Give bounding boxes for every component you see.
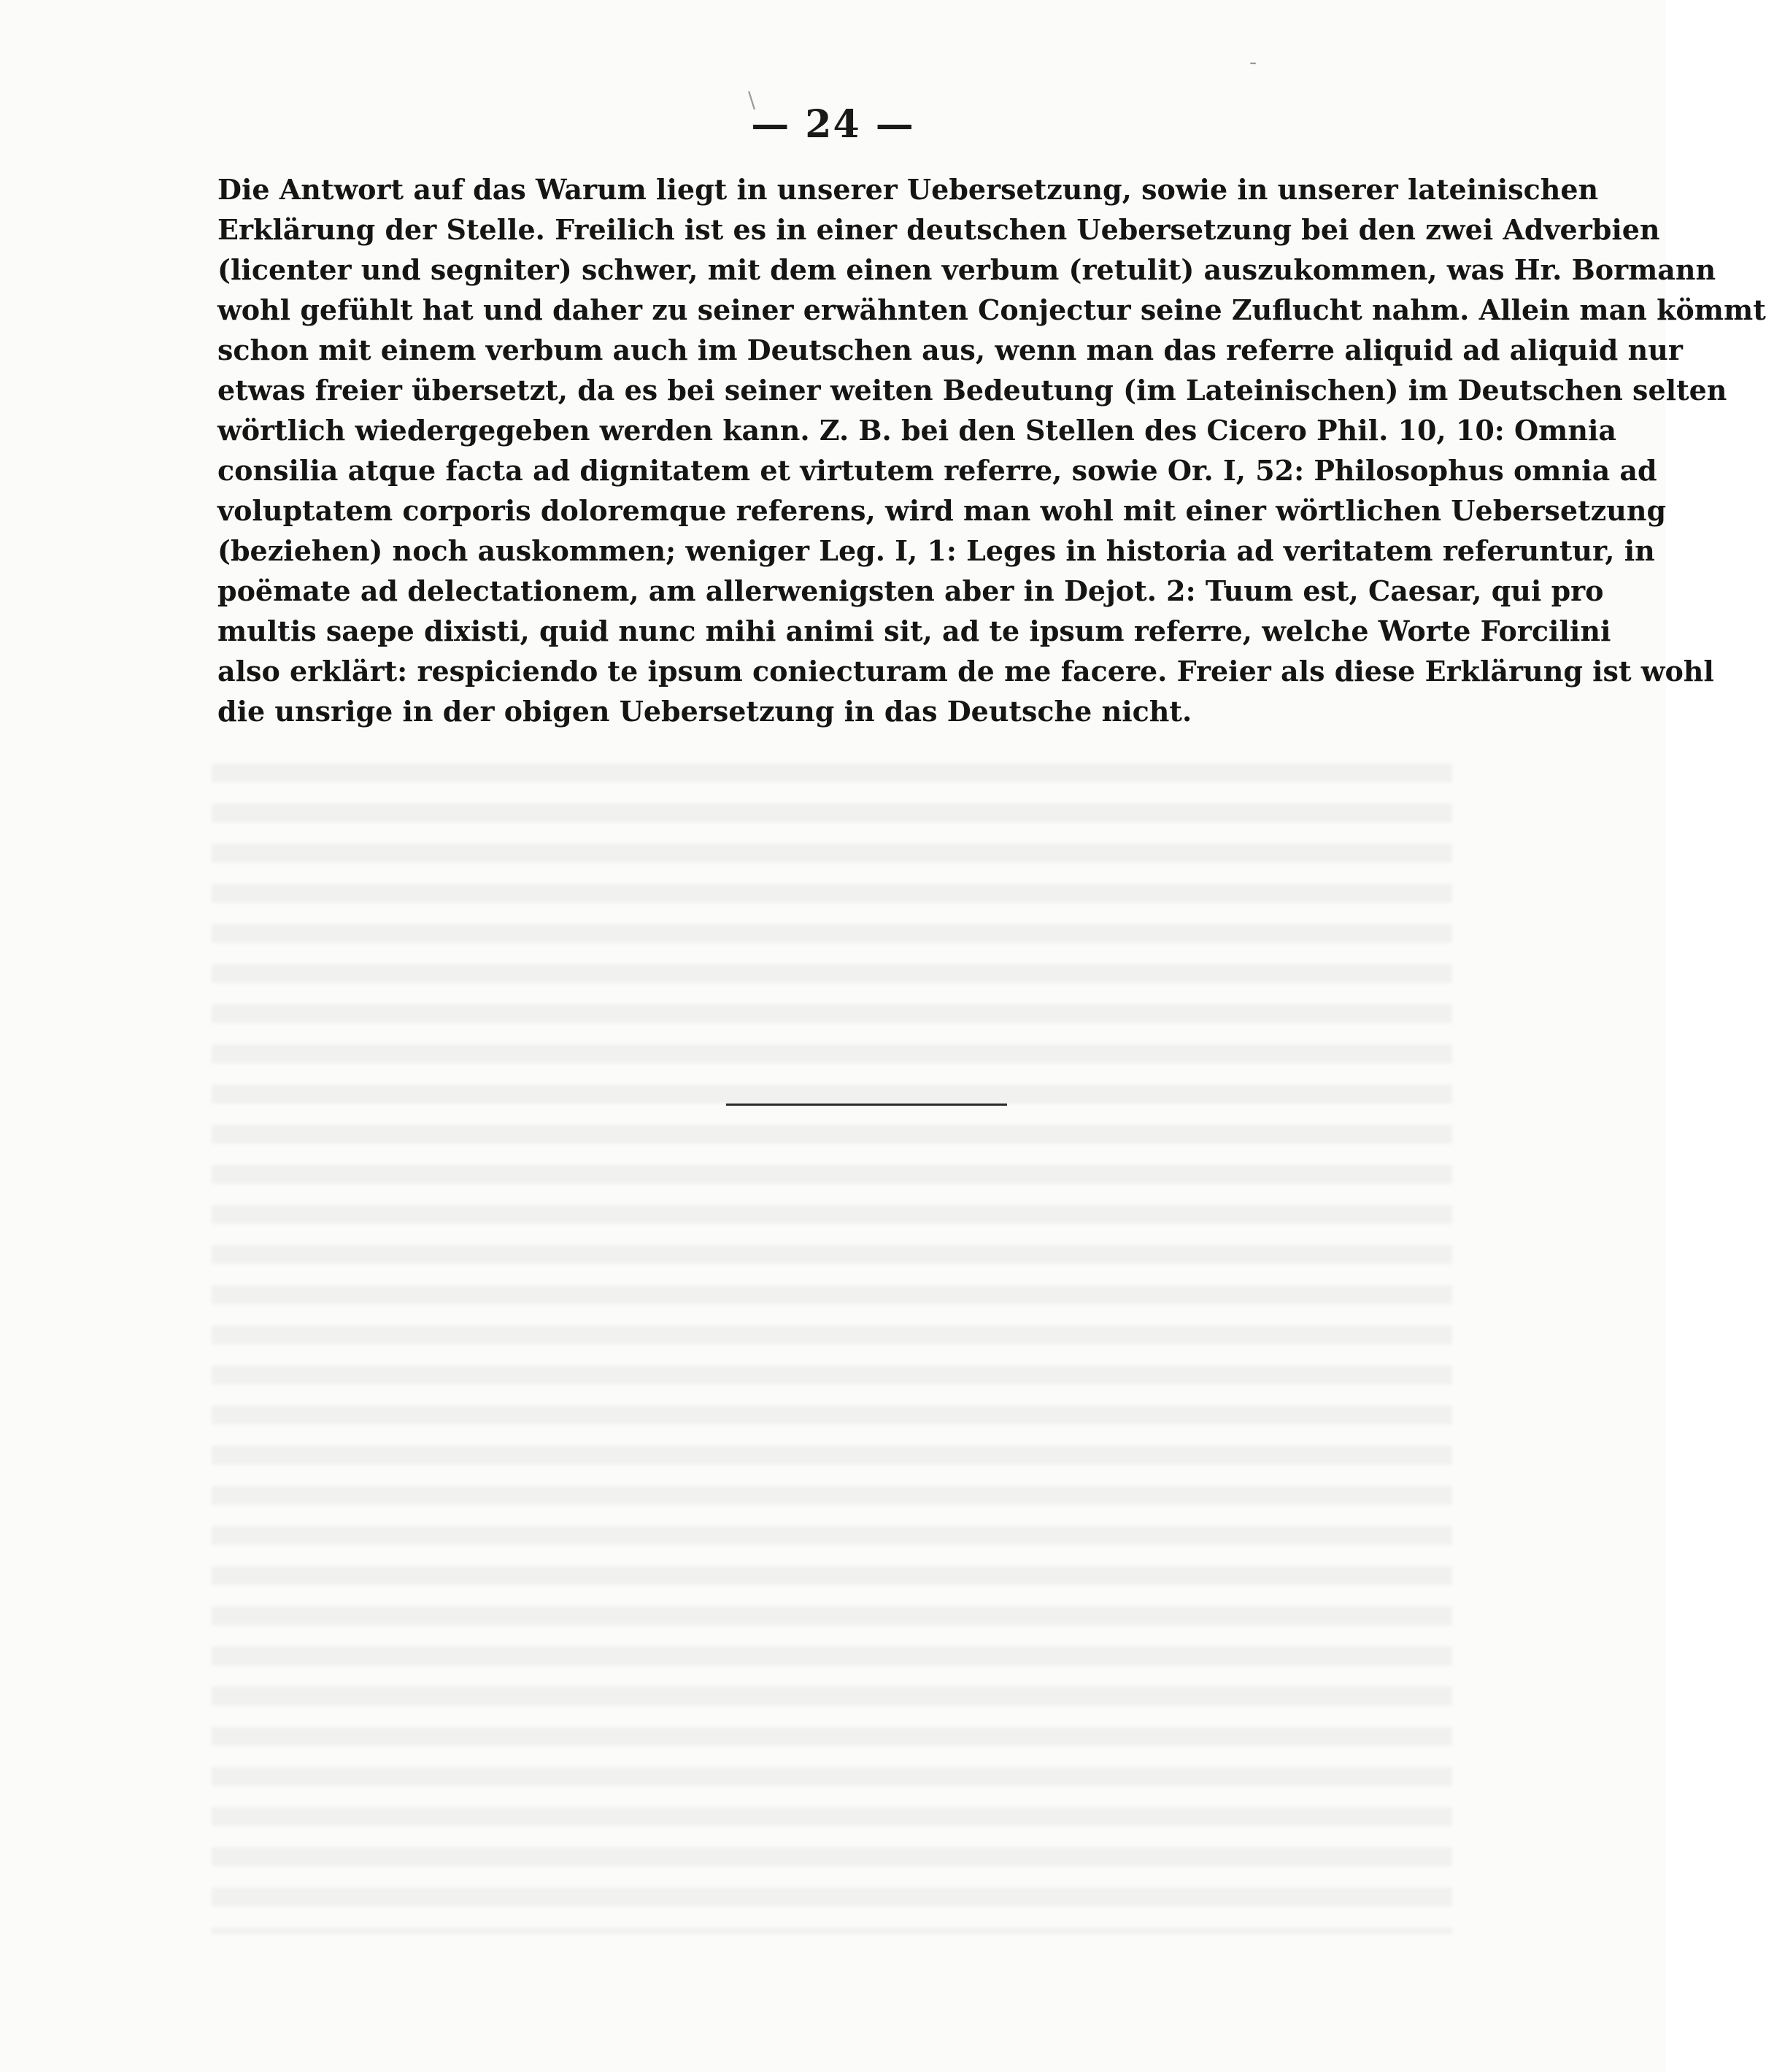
text-line: voluptatem corporis doloremque referens, wird man wohl mit einer wörtlichen Uebersetzung	[217, 494, 1667, 527]
text-line: Erklärung der Stelle. Freilich ist es in einer deutschen Uebersetzung bei den zwei Adverbien	[217, 213, 1660, 246]
text-line: etwas freier übersetzt, da es bei seiner weiten Bedeutung (im Lateinischen) im Deutschen selten	[217, 374, 1727, 407]
text-line: schon mit einem verbum auch im Deutschen aus, wenn man das referre aliquid ad aliquid nur	[217, 334, 1683, 366]
text-line: consilia atque facta ad dignitatem et virtutem referre, sowie Or. I, 52: Philosophus omnia ad	[217, 454, 1657, 487]
body-text	[217, 169, 1766, 731]
margin-speck: -	[1249, 50, 1257, 75]
text-line: (licenter und segniter) schwer, mit dem einen verbum (retulit) auszukommen, was Hr. Bormann	[217, 253, 1716, 286]
text-line: Die Antwort auf das Warum liegt in unserer Uebersetzung, sowie in unserer lateinischen	[217, 173, 1599, 206]
pencil-underline	[726, 1104, 1007, 1106]
text-line: also erklärt: respiciendo te ipsum coniecturam de me facere. Freier als diese Erklärung ist wohl	[217, 655, 1714, 688]
text-line: wohl gefühlt hat und daher zu seiner erwähnten Conjectur seine Zuflucht nahm. Allein man kömmt	[217, 293, 1766, 326]
text-line: die unsrige in der obigen Uebersetzung in das Deutsche nicht.	[217, 695, 1192, 728]
text-line: poëmate ad delectationem, am allerwenigsten aber in Dejot. 2: Tuum est, Caesar, qui pro	[217, 574, 1604, 607]
page-number: — 24 —	[751, 102, 915, 147]
margin-speck: \	[748, 88, 756, 113]
text-line: (beziehen) noch auskommen; weniger Leg. I, 1: Leges in historia ad veritatem referuntur, in	[217, 534, 1655, 567]
reverse-side-bleed-through	[212, 752, 1452, 1934]
text-line: wörtlich wiedergegeben werden kann. Z. B. bei den Stellen des Cicero Phil. 10, 10: Omnia	[217, 414, 1617, 447]
text-line: multis saepe dixisti, quid nunc mihi animi sit, ad te ipsum referre, welche Worte Forcilini	[217, 615, 1611, 647]
